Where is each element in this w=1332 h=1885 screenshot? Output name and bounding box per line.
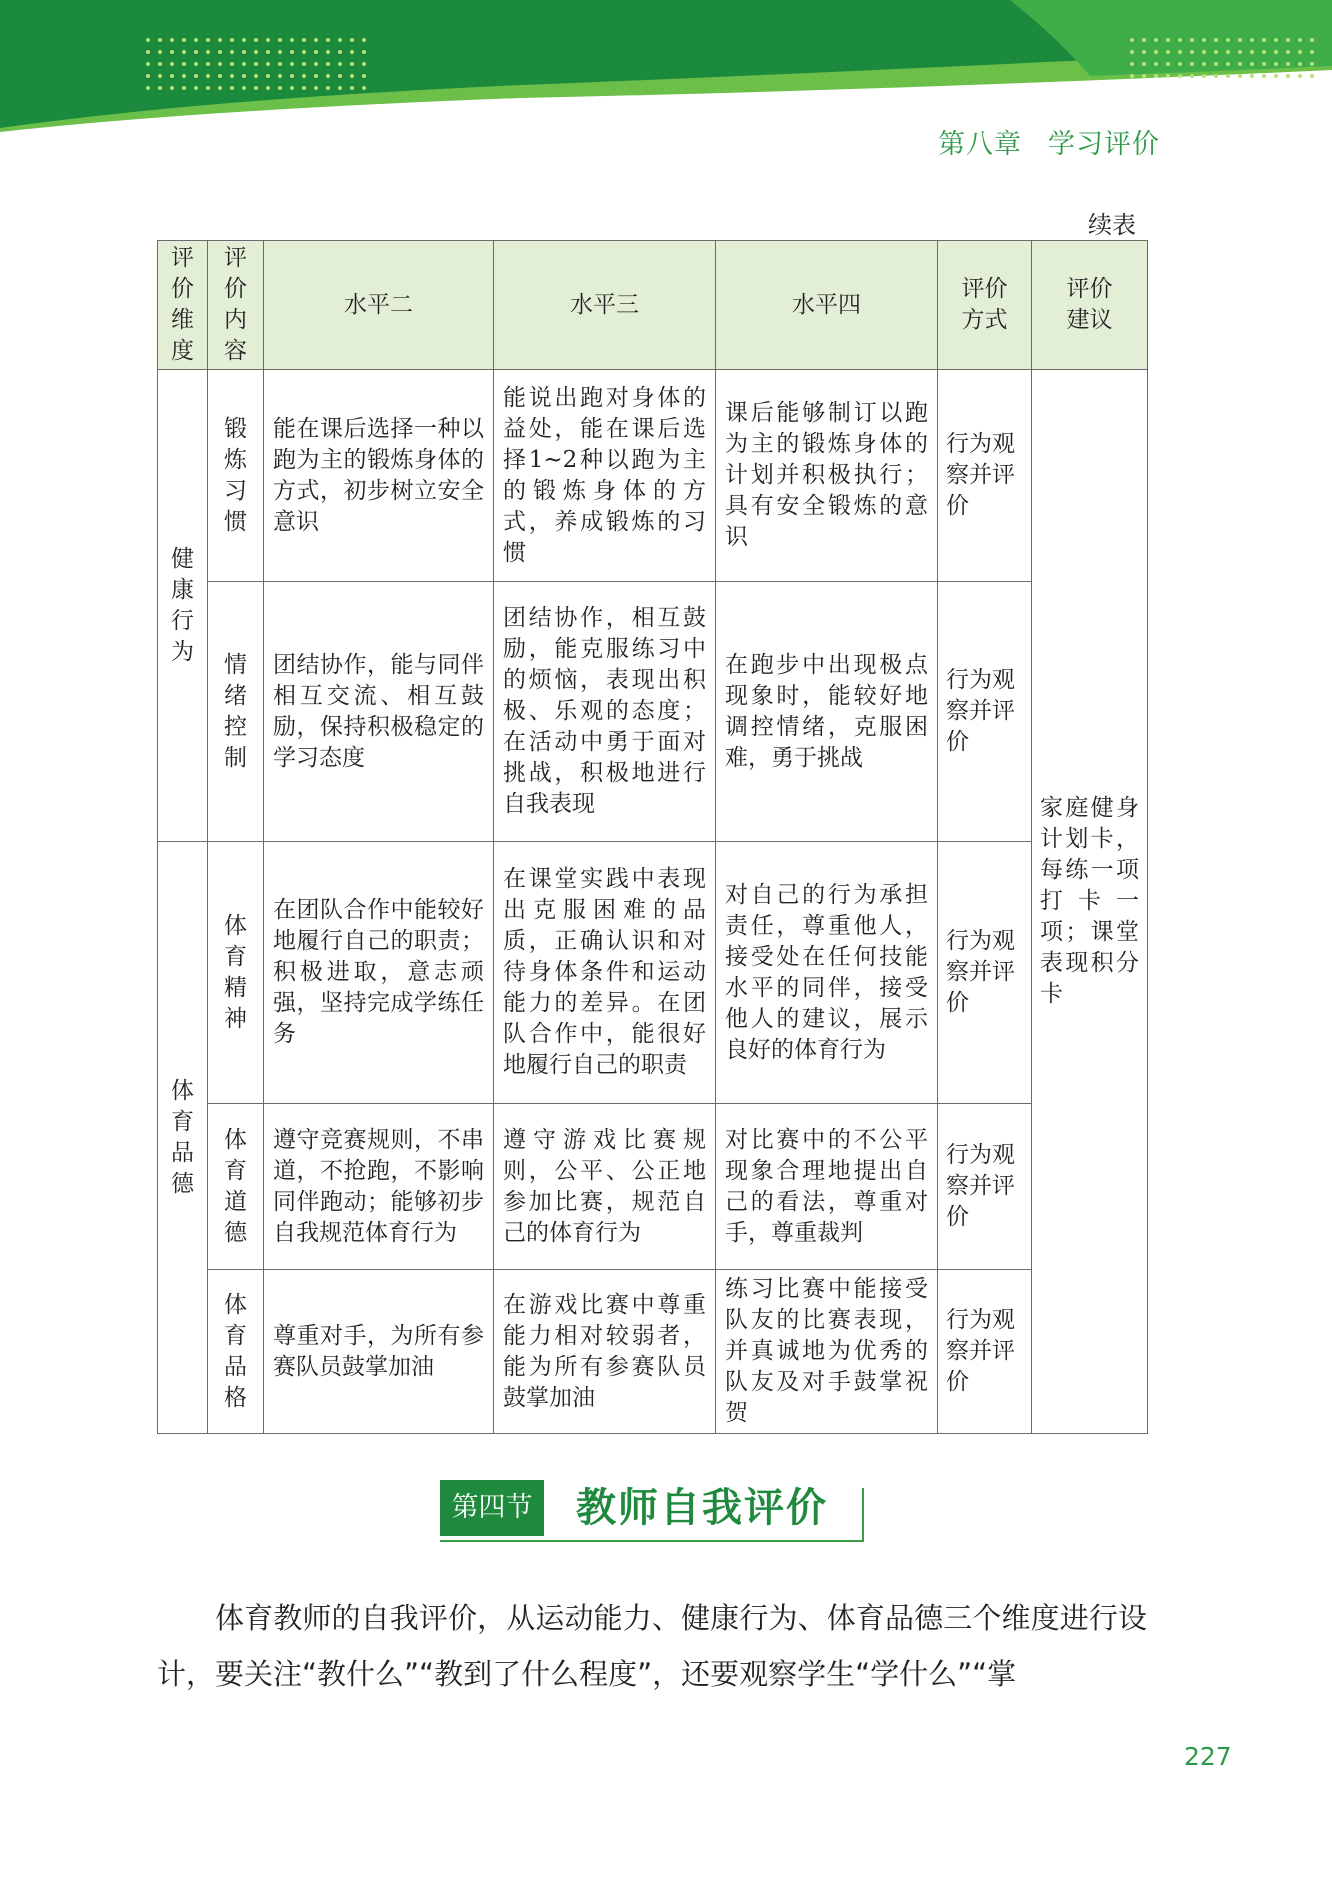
chapter-heading [938,122,1160,161]
level2-cell: 遵守竞赛规则，不串道，不抢跑，不影响同伴跑动；能够初步自我规范体育行为 [264,1104,494,1270]
header-level4: 水平四 [716,241,938,370]
header-level3: 水平三 [494,241,716,370]
level2-cell: 能在课后选择一种以跑为主的锻炼身体的方式，初步树立安全意识 [264,370,494,582]
table-row [158,582,1148,842]
dimension-ethics-cell: 体育品德 [158,842,208,1434]
dimension-health-cell: 健康行为 [158,370,208,842]
table-header-row [158,241,1148,370]
level2-cell: 尊重对手，为所有参赛队员鼓掌加油 [264,1270,494,1434]
level3-cell: 团结协作，相互鼓励，能克服练习中的烦恼，表现出积极、乐观的态度；在活动中勇于面对挑战，积极地进行自我表现 [494,582,716,842]
level4-cell: 练习比赛中能接受队友的比赛表现，并真诚地为优秀的队友及对手鼓掌祝贺 [716,1270,938,1434]
table-row [158,1270,1148,1434]
header-dimension: 评价维度 [158,241,208,370]
level3-cell: 遵守游戏比赛规则，公平、公正地参加比赛，规范自己的体育行为 [494,1104,716,1270]
header-advice: 评价建议 [1032,241,1148,370]
section-heading [440,1480,864,1542]
level3-cell: 在游戏比赛中尊重能力相对较弱者，能为所有参赛队员鼓掌加油 [494,1270,716,1434]
level4-cell: 课后能够制订以跑为主的锻炼身体的计划并积极执行；具有安全锻炼的意识 [716,370,938,582]
table-row [158,1104,1148,1270]
header-banner [0,0,1332,140]
header-method: 评价方式 [938,241,1032,370]
content-cell: 体育品格 [208,1270,264,1434]
method-cell: 行为观察并评价 [938,370,1032,582]
method-cell: 行为观察并评价 [938,842,1032,1104]
level3-cell: 能说出跑对身体的益处，能在课后选择1~2种以跑为主的锻炼身体的方式，养成锻炼的习惯 [494,370,716,582]
level2-cell: 在团队合作中能较好地履行自己的职责；积极进取，意志顽强，坚持完成学练任务 [264,842,494,1104]
continued-label: 续表 [1088,211,1136,239]
table-row [158,370,1148,582]
method-cell: 行为观察并评价 [938,1104,1032,1270]
page-number: 227 [1184,1742,1232,1771]
level2-cell: 团结协作，能与同伴相互交流、相互鼓励，保持积极稳定的学习态度 [264,582,494,842]
evaluation-table [157,240,1148,1434]
section-title: 教师自我评价 [576,1485,828,1531]
body-paragraph [157,1590,1147,1702]
paragraph-text: 体育教师的自我评价，从运动能力、健康行为、体育品德三个维度进行设计，要关注“教什么”“教到了什么程度”，还要观察学生“学什么”“掌 [157,1601,1147,1691]
content-cell: 情绪控制 [208,582,264,842]
section-badge: 第四节 [440,1480,544,1536]
method-cell: 行为观察并评价 [938,1270,1032,1434]
content-cell: 体育精神 [208,842,264,1104]
method-cell: 行为观察并评价 [938,582,1032,842]
content-cell: 体育道德 [208,1104,264,1270]
header-content: 评价内容 [208,241,264,370]
level4-cell: 对自己的行为承担责任，尊重他人，接受处在任何技能水平的同伴，接受他人的建议，展示良好的体育行为 [716,842,938,1104]
table-row [158,842,1148,1104]
level4-cell: 在跑步中出现极点现象时，能较好地调控情绪，克服困难，勇于挑战 [716,582,938,842]
content-cell: 锻炼习惯 [208,370,264,582]
advice-cell: 家庭健身计划卡，每练一项打卡一项；课堂表现积分卡 [1032,370,1148,1434]
level4-cell: 对比赛中的不公平现象合理地提出自己的看法，尊重对手，尊重裁判 [716,1104,938,1270]
chapter-title: 学习评价 [1048,129,1160,160]
header-level2: 水平二 [264,241,494,370]
chapter-number: 第八章 [938,129,1022,160]
level3-cell: 在课堂实践中表现出克服困难的品质，正确认识和对待身体条件和运动能力的差异。在团队合作中，能很好地履行自己的职责 [494,842,716,1104]
